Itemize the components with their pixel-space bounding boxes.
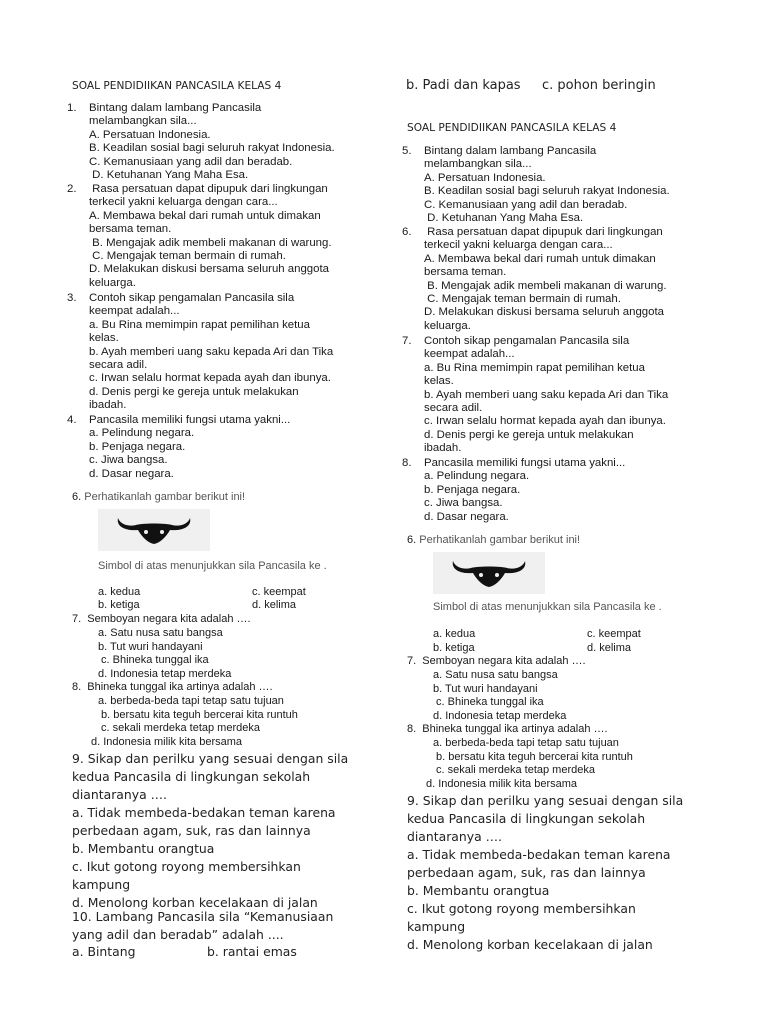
left-q6-opt-a: a. kedua [98, 586, 141, 598]
option: a. Bu Rina memimpin rapat pemilihan ketua [424, 361, 645, 374]
right-q9 [407, 792, 683, 954]
option: b. bersatu kita teguh bercerai kita runtuh [436, 750, 633, 763]
option: d. Denis pergi ke gereja untuk melakukan [89, 385, 299, 398]
option: B. Mengajak adik membeli makanan di warung. [424, 279, 667, 292]
option: kampung [407, 919, 466, 934]
right-q6b-opt-c: c. keempat [587, 628, 641, 640]
left-q3-num: 3. [67, 292, 77, 304]
right-q8b-stem: 8. Bhineka tunggal ika artinya adalah …. [407, 723, 608, 735]
left-q4-num: 4. [67, 414, 77, 426]
option: b. Ayah memberi uang saku kepada Ari dan Tika [424, 388, 669, 401]
option: kelas. [89, 332, 119, 345]
left-q6 [72, 491, 245, 504]
left-q6-opt-c: c. keempat [252, 586, 306, 598]
right-q6b-opt-b: b. ketiga [433, 642, 475, 654]
option: b. Penjaga negara. [424, 483, 521, 496]
right-q5-num: 5. [402, 145, 412, 157]
option: B. Keadilan sosial bagi seluruh rakyat Indonesia. [424, 185, 670, 198]
text-line: keempat adalah... [424, 348, 515, 361]
text-line: terkecil yakni keluarga dengan cara... [424, 239, 613, 252]
option: ibadah. [424, 442, 462, 455]
option: B. Keadilan sosial bagi seluruh rakyat Indonesia. [89, 142, 335, 155]
left-q7-options [98, 627, 231, 681]
option: B. Mengajak adik membeli makanan di warung. [89, 236, 332, 249]
option: b. Ayah memberi uang saku kepada Ari dan Tika [89, 345, 334, 358]
option: d. Denis pergi ke gereja untuk melakukan [424, 428, 634, 441]
option: C. Kemanusiaan yang adil dan beradab. [424, 198, 628, 211]
left-q6-opt-b: b. ketiga [98, 599, 140, 611]
right-title: SOAL PENDIDIIKAN PANCASILA KELAS 4 [407, 122, 617, 134]
option: keluarga. [424, 319, 471, 332]
option: a. Pelindung negara. [424, 470, 530, 483]
option: c. Irwan selalu hormat kepada ayah dan ibunya. [424, 415, 666, 428]
option: A. Persatuan Indonesia. [424, 171, 546, 184]
text-line: Bintang dalam lambang Pancasila [89, 102, 262, 114]
option: D. Ketuhanan Yang Maha Esa. [89, 169, 249, 182]
bull-head-image [98, 509, 210, 551]
option: a. Satu nusa satu bangsa [433, 669, 558, 681]
text-line: 9. Sikap dan perilku yang sesuai dengan sila [407, 793, 684, 808]
option: d. Indonesia milik kita bersama [91, 735, 243, 748]
option: c. sekali merdeka tetap merdeka [101, 722, 260, 734]
option: a. Bu Rina memimpin rapat pemilihan ketua [89, 318, 310, 331]
text-line: diantaranya …. [407, 829, 502, 844]
option: b. Membantu orangtua [72, 841, 215, 856]
option: c. Bhineka tunggal ika [101, 654, 209, 666]
option: d. Indonesia milik kita bersama [426, 777, 578, 790]
left-q3 [89, 292, 333, 413]
q-text: Perhatikanlah gambar berikut ini! [84, 491, 246, 503]
right-top-opt-c: c. pohon beringin [542, 78, 656, 93]
option: c. Ikut gotong royong membersihkan [407, 901, 636, 916]
left-q1-num: 1. [67, 102, 77, 114]
option: d. Menolong korban kecelakaan di jalan [72, 895, 318, 910]
option: D. Melakukan diskusi bersama seluruh anggota [89, 263, 329, 276]
option: c. Jiwa bangsa. [89, 454, 168, 467]
text-line: Rasa persatuan dapat dipupuk dari lingkungan [424, 226, 663, 238]
text-line: melambangkan sila... [424, 158, 532, 171]
option: a. berbeda-beda tapi tetap satu tujuan [433, 737, 619, 749]
text-line: Contoh sikap pengamalan Pancasila sila [89, 292, 295, 304]
left-q10-opt-a: a. Bintang [72, 944, 136, 959]
option: c. Ikut gotong royong membersihkan [72, 859, 301, 874]
option: c. Jiwa bangsa. [424, 497, 503, 510]
option: b. Tut wuri handayani [433, 682, 538, 695]
option: a. Tidak membeda-bedakan teman karena [72, 805, 336, 820]
right-q6-num: 6. [402, 226, 412, 238]
option: c. Irwan selalu hormat kepada ayah dan ibunya. [89, 372, 331, 385]
text-line: keempat adalah... [89, 305, 180, 318]
bull-head-image-right [433, 552, 545, 594]
text-line: terkecil yakni keluarga dengan cara... [89, 196, 278, 209]
left-q2-num: 2. [67, 183, 77, 195]
option: bersama teman. [89, 223, 172, 236]
option: b. bersatu kita teguh bercerai kita runtuh [101, 708, 298, 721]
option: perbedaan agam, suk, ras dan lainnya [72, 823, 311, 838]
q-text: Perhatikanlah gambar berikut ini! [419, 534, 581, 546]
right-q5 [424, 145, 670, 225]
option: c. sekali merdeka tetap merdeka [436, 764, 595, 776]
left-q10 [72, 908, 333, 944]
option: b. Penjaga negara. [89, 440, 186, 453]
option: A. Membawa bekal dari rumah untuk dimakan [424, 252, 656, 265]
option: kelas. [424, 375, 454, 388]
right-q7b-stem: 7. Semboyan negara kita adalah …. [407, 655, 586, 667]
left-q10-opt-b: b. rantai emas [207, 944, 297, 959]
option: b. Membantu orangtua [407, 883, 550, 898]
option: d. Indonesia tetap merdeka [98, 667, 232, 680]
right-q6b [407, 534, 580, 547]
option: d. Dasar negara. [89, 467, 174, 480]
text-line: Pancasila memiliki fungsi utama yakni... [424, 457, 626, 469]
q-num: 6. [72, 491, 82, 503]
option: C. Mengajak teman bermain di rumah. [89, 250, 286, 263]
text-line: Bintang dalam lambang Pancasila [424, 145, 597, 157]
bull-head-icon [433, 552, 545, 594]
option: d. Dasar negara. [424, 510, 509, 523]
text-line: kedua Pancasila di lingkungan sekolah [72, 769, 311, 784]
option: a. Tidak membeda-bedakan teman karena [407, 847, 671, 862]
text-line: Rasa persatuan dapat dipupuk dari lingkungan [89, 183, 328, 195]
text-line: 10. Lambang Pancasila sila “Kemanusiaan [72, 909, 334, 924]
right-top-opt-b: b. Padi dan kapas [406, 78, 521, 93]
right-q8-num: 8. [402, 457, 412, 469]
option: C. Kemanusiaan yang adil dan beradab. [89, 155, 293, 168]
option: keluarga. [89, 276, 136, 289]
right-q7-num: 7. [402, 335, 412, 347]
option: secara adil. [424, 402, 483, 415]
option: kampung [72, 877, 131, 892]
option: a. Pelindung negara. [89, 427, 195, 440]
right-q7b-options [433, 669, 566, 723]
left-q6-opt-d: d. kelima [252, 599, 297, 611]
option: d. Indonesia tetap merdeka [433, 709, 567, 722]
option: A. Membawa bekal dari rumah untuk dimakan [89, 209, 321, 222]
left-q1 [89, 102, 335, 182]
right-q6b-opt-d: d. kelima [587, 642, 632, 654]
text-line: Pancasila memiliki fungsi utama yakni... [89, 414, 291, 426]
left-title: SOAL PENDIDIIKAN PANCASILA KELAS 4 [72, 80, 282, 92]
right-q8 [424, 457, 625, 524]
left-q8-stem: 8. Bhineka tunggal ika artinya adalah …. [72, 681, 273, 693]
text-line: diantaranya …. [72, 787, 167, 802]
text-line: kedua Pancasila di lingkungan sekolah [407, 811, 646, 826]
option: secara adil. [89, 359, 148, 372]
option: a. berbeda-beda tapi tetap satu tujuan [98, 695, 284, 707]
left-q7-stem: 7. Semboyan negara kita adalah …. [72, 613, 251, 625]
option: D. Ketuhanan Yang Maha Esa. [424, 212, 584, 225]
option: a. Satu nusa satu bangsa [98, 627, 223, 639]
option: ibadah. [89, 399, 127, 412]
option: D. Melakukan diskusi bersama seluruh anggota [424, 306, 664, 319]
option: A. Persatuan Indonesia. [89, 128, 211, 141]
option: d. Menolong korban kecelakaan di jalan [407, 937, 653, 952]
q-num: 6. [407, 534, 417, 546]
option: bersama teman. [424, 266, 507, 279]
right-q6b-caption: Simbol di atas menunjukkan sila Pancasila ke . [433, 601, 662, 613]
right-q8b-options [426, 737, 633, 791]
text-line: Contoh sikap pengamalan Pancasila sila [424, 335, 630, 347]
bull-head-icon [98, 509, 210, 551]
right-q6b-opt-a: a. kedua [433, 628, 476, 640]
text-line: melambangkan sila... [89, 115, 197, 128]
right-q6 [424, 226, 667, 333]
left-q6-caption: Simbol di atas menunjukkan sila Pancasila ke . [98, 560, 327, 572]
option: b. Tut wuri handayani [98, 640, 203, 653]
option: perbedaan agam, suk, ras dan lainnya [407, 865, 646, 880]
left-q2 [89, 183, 332, 290]
option: C. Mengajak teman bermain di rumah. [424, 293, 621, 306]
left-q8-options [91, 695, 298, 749]
right-q7 [424, 335, 668, 456]
left-q9 [72, 750, 348, 912]
option: c. Bhineka tunggal ika [436, 696, 544, 708]
left-q4 [89, 414, 290, 481]
text-line: 9. Sikap dan perilku yang sesuai dengan sila [72, 751, 349, 766]
text-line: yang adil dan beradab” adalah .... [72, 927, 284, 942]
